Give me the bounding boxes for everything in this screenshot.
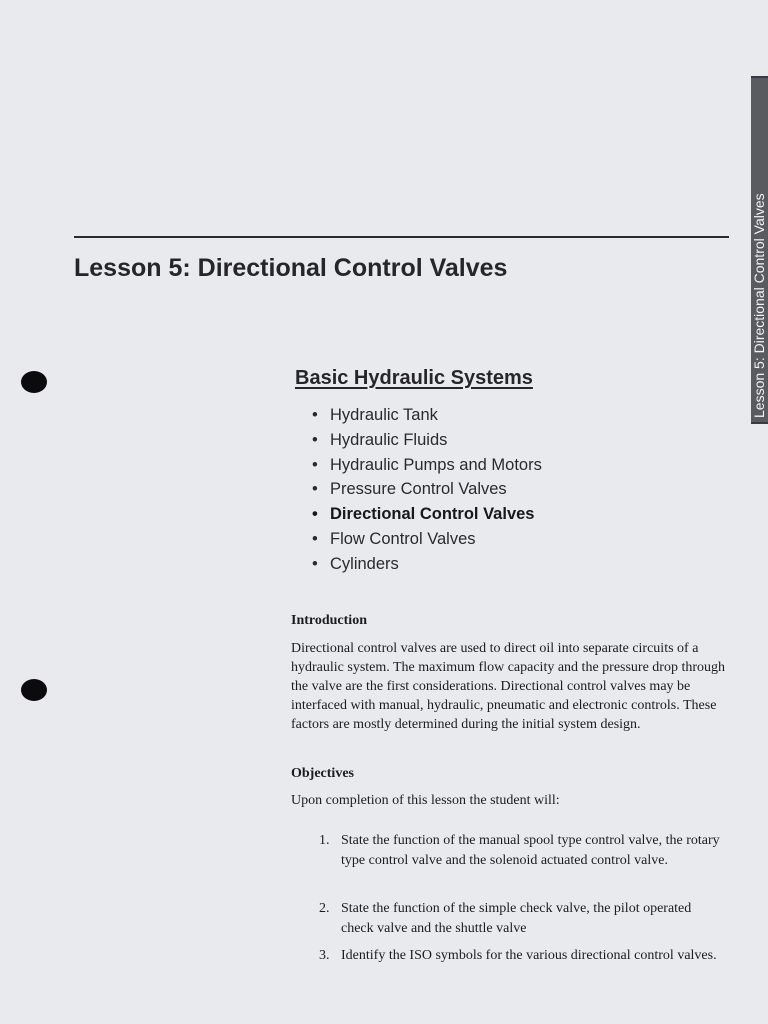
objective-item xyxy=(319,831,729,870)
side-tab xyxy=(751,76,768,424)
objective-text: State the function of the simple check valve, the pilot operated check valve and the shuttle valve xyxy=(341,901,692,936)
introduction-heading: Introduction xyxy=(291,613,367,628)
topic-label: Hydraulic Pumps and Motors xyxy=(330,455,542,474)
lesson-title: Lesson 5: Directional Control Valves xyxy=(74,254,508,282)
objective-number: 3. xyxy=(319,948,330,963)
introduction-text: Directional control valves are used to direct oil into separate circuits of a hydraulic system. The maximum flow capacity and the pressure drop through the valve are the first considerations. Directional control valves may be interfaced with manual, hydraulic, pneumatic and electronic controls. These factors are mostly determined during the initial system design. xyxy=(291,641,726,732)
bullet-icon: • xyxy=(312,505,318,524)
objective-text: State the function of the manual spool type control valve, the rotary type control valve and the solenoid actuated control valve. xyxy=(341,833,720,868)
topic-item xyxy=(312,453,542,478)
topic-label: Hydraulic Tank xyxy=(330,406,438,424)
topic-label: Hydraulic Fluids xyxy=(330,430,448,449)
topic-item xyxy=(312,527,542,552)
topic-item-current xyxy=(312,502,542,527)
topic-item xyxy=(312,403,542,428)
bullet-icon: • xyxy=(312,430,318,449)
objective-text: Identify the ISO symbols for the various directional control valves. xyxy=(341,948,717,963)
topic-label: Directional Control Valves xyxy=(330,505,535,524)
bullet-icon: • xyxy=(312,406,318,424)
topic-item xyxy=(312,552,542,577)
topic-list xyxy=(312,403,542,577)
objectives-heading: Objectives xyxy=(291,766,354,781)
bullet-icon: • xyxy=(312,554,318,573)
bullet-icon: • xyxy=(312,480,318,499)
topic-label: Cylinders xyxy=(330,554,399,573)
objective-item xyxy=(319,899,701,938)
punch-hole xyxy=(21,371,47,393)
objectives-lead: Upon completion of this lesson the student will: xyxy=(291,793,560,808)
topic-item xyxy=(312,428,542,453)
objective-number: 2. xyxy=(319,901,330,916)
bullet-icon: • xyxy=(312,455,318,474)
objective-number: 1. xyxy=(319,833,330,848)
topic-label: Pressure Control Valves xyxy=(330,480,507,499)
topic-item xyxy=(312,477,542,502)
header-rule xyxy=(74,236,729,238)
bullet-icon: • xyxy=(312,529,318,548)
side-tab-label: Lesson 5: Directional Control Valves xyxy=(751,193,767,418)
punch-hole xyxy=(21,679,47,701)
topic-label: Flow Control Valves xyxy=(330,529,476,548)
overview-title: Basic Hydraulic Systems xyxy=(295,367,533,389)
objective-item xyxy=(319,946,721,966)
